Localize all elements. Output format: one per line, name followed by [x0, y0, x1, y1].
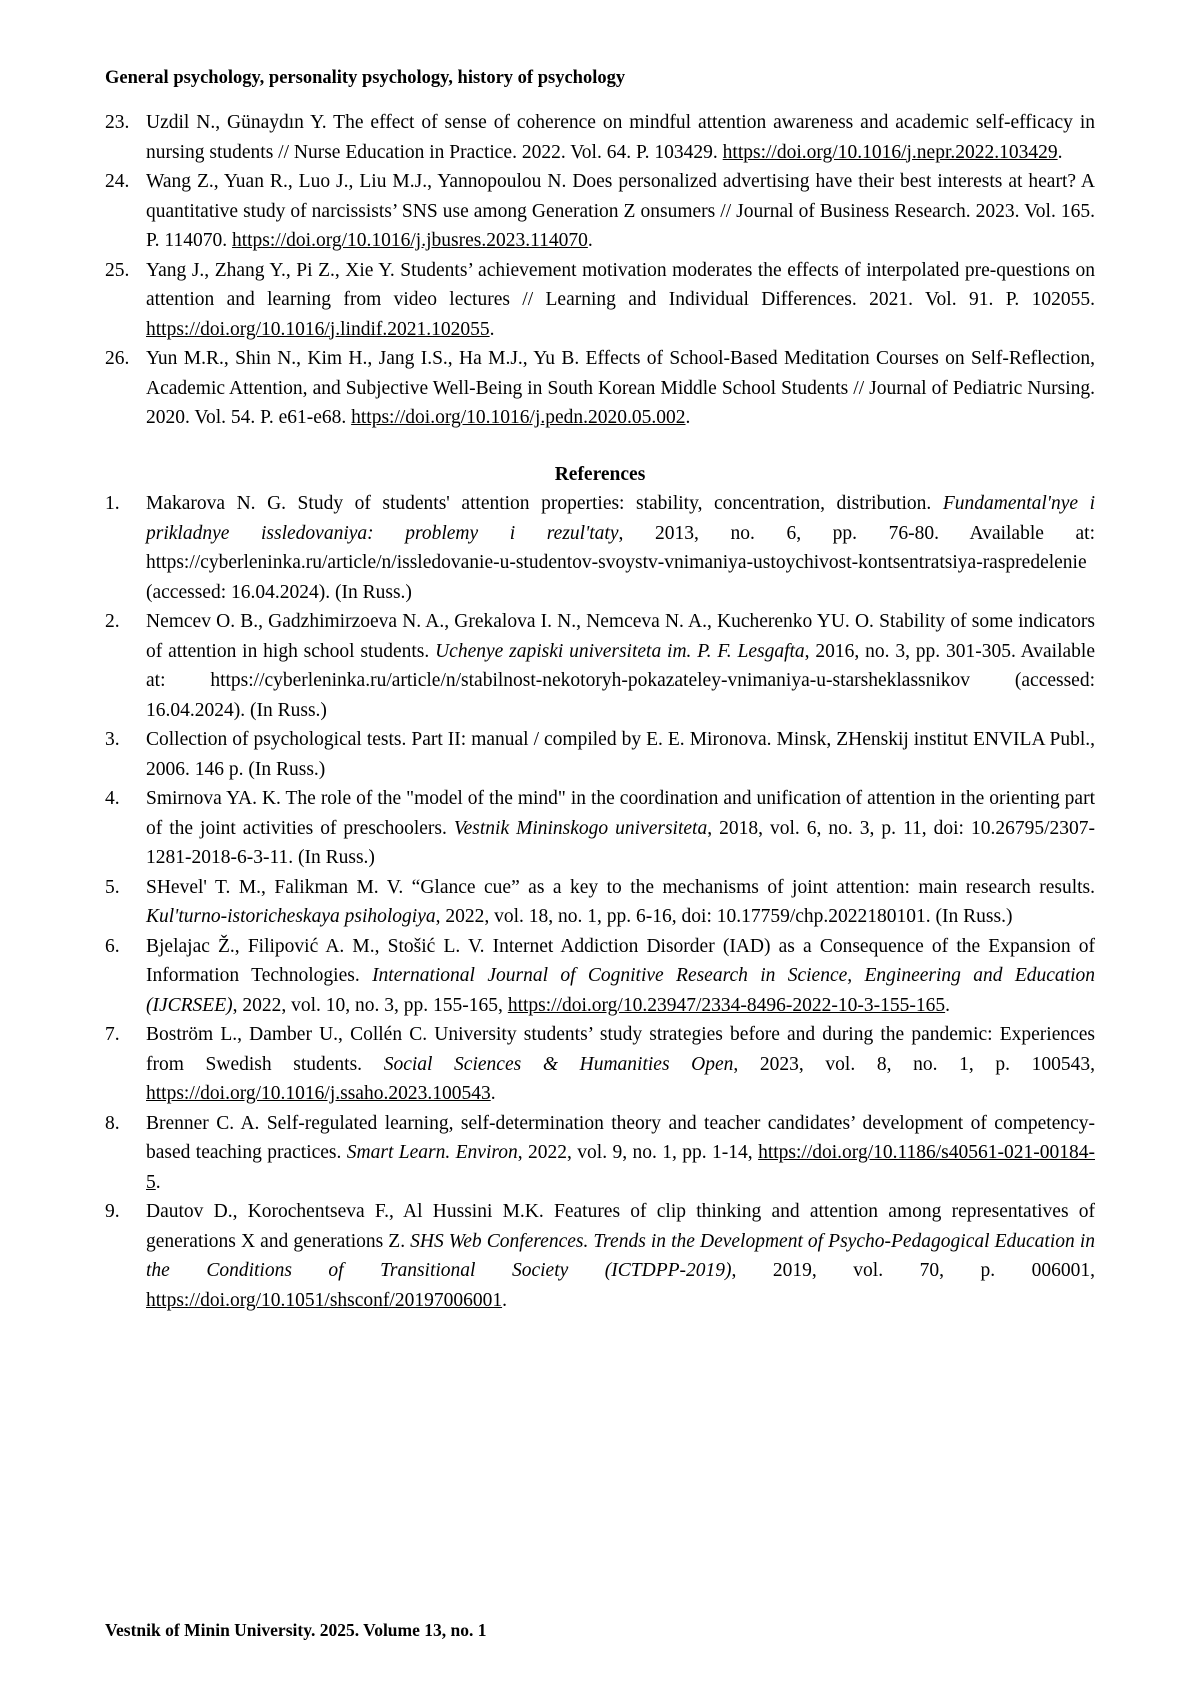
reference-text-segment: .	[155, 1171, 161, 1193]
reference-item	[105, 344, 1095, 433]
reference-text	[146, 932, 1095, 1021]
page-footer: Vestnik of Minin University. 2025. Volume 13, no. 1	[105, 1620, 487, 1640]
reference-item	[105, 725, 1095, 784]
reference-text	[146, 108, 1095, 167]
reference-item	[105, 167, 1095, 256]
reference-text-segment: Collection of psychological tests. Part II: manual / compiled by E. E. Mironova. Minsk, ZHenskij institut ENVILA Publ., 2006. 146 p. (In Russ.)	[146, 729, 1095, 780]
reference-text-segment: .	[945, 994, 950, 1016]
reference-text-segment: .	[685, 407, 691, 428]
reference-number: 5.	[105, 876, 120, 898]
doi-link[interactable]: https://doi.org/10.1186/s40561-021-00184-5	[146, 1142, 1095, 1193]
reference-text-segment: , 2022, vol. 9, no. 1, pp. 1-14,	[517, 1142, 759, 1163]
references-list	[105, 489, 1095, 1315]
reference-item	[105, 1020, 1095, 1109]
reference-number: 9.	[105, 1201, 120, 1222]
reference-number: 24.	[105, 171, 130, 192]
running-header: General psychology, personality psychology, history of psychology	[105, 68, 626, 88]
source-title-italic: International Journal of Cognitive Research in Science, Engineering and Education (IJCRSEE)	[146, 965, 1095, 1016]
reference-text-segment: Wang Z., Yuan R., Luo J., Liu M.J., Yannopoulou N. Does personalized advertising have their best interests at heart? A quantitative study of narcissists’ SNS use among Generation Z onsumers // Journal of Business Research. 2023. Vol. 165. P. 114070.	[146, 171, 1095, 251]
reference-text	[146, 1197, 1095, 1315]
source-title-italic: Uchenye zapiski universiteta im. P. F. Lesgafta	[435, 640, 805, 662]
doi-link[interactable]: https://doi.org/10.1016/j.lindif.2021.102055	[146, 318, 490, 340]
reference-item	[105, 873, 1095, 932]
reference-text-segment: .	[587, 230, 593, 251]
bibliography-continued-list	[105, 108, 1095, 433]
reference-number: 7.	[105, 1024, 120, 1045]
reference-text-segment: Smirnova YA. K. The role of the "model of the mind" in the coordination and unification of attention in the orienting part of the joint activities of preschoolers.	[146, 788, 1095, 839]
source-title-italic: Smart Learn. Environ	[346, 1142, 518, 1163]
reference-text-segment: , 2013, no. 6, pp. 76-80. Available at: https://cyberleninka.ru/article/n/issledovanie-u-studentov-svoystv-vnimaniya-ustoychivost-kontsentratsiya-raspredelenie (accessed: 16.04.2024). (In Russ.)	[146, 522, 1096, 603]
reference-item	[105, 784, 1095, 873]
references-heading: References	[554, 463, 646, 485]
reference-text-segment: Yun M.R., Shin N., Kim H., Jang I.S., Ha M.J., Yu B. Effects of School-Based Meditation Courses on Self-Reflection, Academic Attention, and Subjective Well-Being in South Korean Middle School Students // Journal of Pediatric Nursing. 2020. Vol. 54. P. e61-e68.	[146, 348, 1095, 428]
reference-text	[146, 344, 1095, 433]
reference-item	[105, 108, 1095, 167]
reference-text	[146, 489, 1095, 607]
reference-number: 2.	[105, 611, 120, 632]
source-title-italic: Vestnik Mininskogo universiteta	[453, 817, 708, 839]
reference-text-segment: .	[1057, 141, 1063, 163]
reference-text	[146, 1109, 1095, 1198]
reference-number: 6.	[105, 935, 120, 957]
reference-text-segment: , 2023, vol. 8, no. 1, p. 100543,	[733, 1053, 1095, 1075]
reference-text-segment: Yang J., Zhang Y., Pi Z., Xie Y. Students’ achievement motivation moderates the effects of interpolated pre-questions on attention and learning from video lectures // Learning and Individual Differences. 2021. Vol. 91. P. 102055.	[146, 259, 1095, 310]
reference-text	[146, 784, 1095, 873]
reference-text-segment: .	[489, 318, 495, 340]
source-title-italic: Kul'turno-istoricheskaya psihologiya	[146, 906, 436, 927]
reference-text	[146, 167, 1095, 256]
source-title-italic: Social Sciences & Humanities Open	[383, 1053, 734, 1075]
reference-text-segment: , 2019, vol. 70, p. 006001,	[731, 1260, 1095, 1281]
reference-number: 8.	[105, 1112, 120, 1134]
reference-text-segment: Boström L., Damber U., Collén C. University students’ study strategies before and during the pandemic: Experiences from Swedish students.	[146, 1024, 1095, 1075]
reference-text-segment: , 2018, vol. 6, no. 3, p. 11, doi: 10.26795/2307-1281-2018-6-3-11. (In Russ.)	[146, 817, 1095, 868]
reference-text	[146, 1020, 1095, 1109]
reference-number: 26.	[105, 348, 130, 369]
reference-text	[146, 256, 1095, 345]
reference-number: 3.	[105, 729, 120, 750]
reference-item	[105, 256, 1095, 345]
reference-number: 1.	[105, 493, 120, 514]
reference-item	[105, 489, 1095, 607]
source-title-italic: Fundamental'nye i prikladnye issledovaniya: problemy i rezul'taty	[146, 493, 1095, 544]
reference-text-segment: Uzdil N., Günaydın Y. The effect of sense of coherence on mindful attention awareness and academic self-efficacy in nursing students // Nurse Education in Practice. 2022. Vol. 64. P. 103429.	[146, 112, 1095, 163]
reference-text-segment: Bjelajac Ž., Filipović A. M., Stošić L. V. Internet Addiction Disorder (IAD) as a Consequence of the Expansion of Information Technologies.	[146, 935, 1095, 986]
reference-text	[146, 725, 1095, 784]
reference-number: 4.	[105, 788, 120, 809]
reference-text	[146, 873, 1095, 932]
reference-text-segment: SHevel' T. M., Falikman M. V. “Glance cue” as a key to the mechanisms of joint attention: main research results.	[146, 876, 1095, 898]
reference-text	[146, 607, 1095, 725]
doi-link[interactable]: https://doi.org/10.1016/j.pedn.2020.05.002	[351, 407, 686, 428]
doi-link[interactable]: https://doi.org/10.1051/shsconf/20197006001	[146, 1289, 503, 1311]
reference-number: 25.	[105, 259, 130, 281]
doi-link[interactable]: https://doi.org/10.1016/j.ssaho.2023.100543	[146, 1083, 491, 1104]
reference-text-segment: Dautov D., Korochentseva F., Al Hussini M.K. Features of clip thinking and attention among representatives of generations X and generations Z.	[146, 1201, 1095, 1252]
reference-text-segment: .	[502, 1289, 507, 1311]
reference-text-segment: , 2022, vol. 18, no. 1, pp. 6-16, doi: 10.17759/chp.2022180101. (In Russ.)	[435, 906, 1013, 927]
doi-link[interactable]: https://doi.org/10.1016/j.nepr.2022.103429	[722, 141, 1058, 163]
reference-text-segment: , 2022, vol. 10, no. 3, pp. 155-165,	[232, 994, 508, 1016]
doi-link[interactable]: https://doi.org/10.23947/2334-8496-2022-10-3-155-165	[507, 994, 946, 1016]
reference-text-segment: , 2016, no. 3, pp. 301-305. Available at: https://cyberleninka.ru/article/n/stabilnost-nekotoryh-pokazateley-vnimaniya-u-starsheklassnikov (accessed: 16.04.2024). (In Russ.)	[146, 640, 1096, 721]
reference-number: 23.	[105, 112, 130, 133]
reference-text-segment: Brenner C. A. Self-regulated learning, self-determination theory and teacher candidates’ development of competency-based teaching practices.	[146, 1112, 1095, 1163]
reference-text-segment: Makarova N. G. Study of students' attention properties: stability, concentration, distribution.	[146, 493, 943, 514]
reference-text-segment: Nemcev O. B., Gadzhimirzoeva N. A., Grekalova I. N., Nemceva N. A., Kucherenko YU. O. Stability of some indicators of attention in high school students.	[146, 611, 1095, 662]
reference-item	[105, 1197, 1095, 1315]
reference-item	[105, 607, 1095, 725]
doi-link[interactable]: https://doi.org/10.1016/j.jbusres.2023.114070	[231, 230, 588, 251]
reference-item	[105, 1109, 1095, 1198]
source-title-italic: SHS Web Conferences. Trends in the Development of Psycho-Pedagogical Education in the Conditions of Transitional Society (ICTDPP-2019)	[146, 1230, 1095, 1281]
reference-item	[105, 932, 1095, 1021]
reference-text-segment: .	[490, 1083, 496, 1104]
